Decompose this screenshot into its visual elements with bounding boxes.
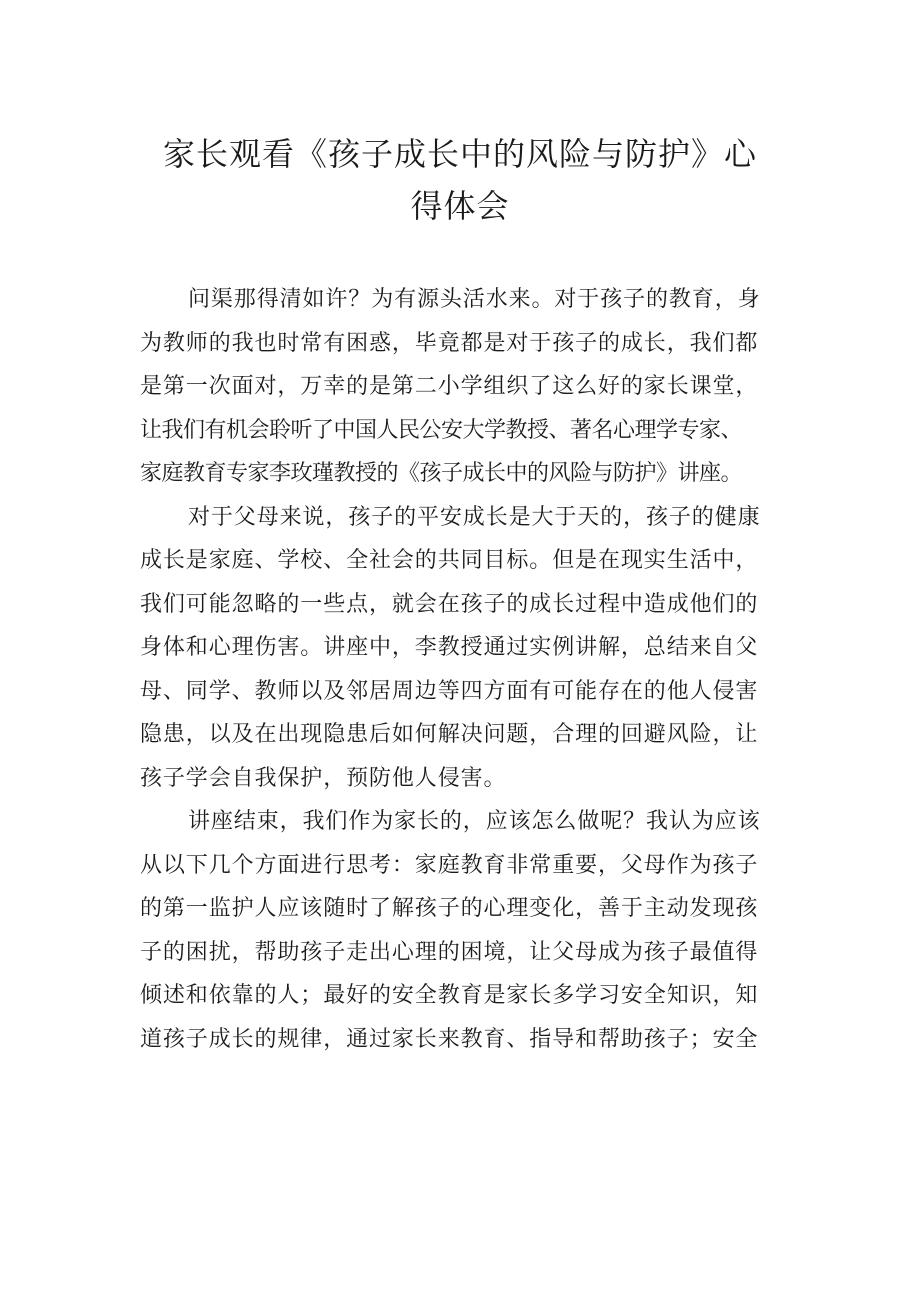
paragraph-1-line-4: 让我们有机会聆听了中国人民公安大学教授、著名心理学专家、: [140, 417, 743, 443]
paragraph-2-line-7: 孩子学会自我保护，预防他人侵害。: [140, 765, 507, 791]
document-title: [140, 128, 780, 232]
paragraph-2-line-2: 成长是家庭、学校、全社会的共同目标。但是在现实生活中，: [140, 548, 759, 573]
paragraph-2-line-3: 我们可能忽略的一些点，就会在孩子的成长过程中造成他们的: [140, 591, 759, 617]
document-body: [140, 278, 780, 1061]
paragraph-3-line-2: 从以下几个方面进行思考：家庭教育非常重要，父母作为孩子: [140, 852, 759, 878]
paragraph-3-line-1: 讲座结束，我们作为家长的，应该怎么做呢？我认为应该: [188, 809, 761, 834]
paragraph-1-line-5: 家庭教育专家李玫瑾教授的《孩子成长中的风险与防护》讲座。: [140, 461, 743, 486]
paragraph-3-line-5: 倾述和依靠的人；最好的安全教育是家长多学习安全知识，知: [140, 983, 759, 1008]
paragraph-3-line-4: 子的困扰，帮助孩子走出心理的困境，让父母成为孩子最值得: [140, 939, 759, 965]
title-line-2: 得体会: [410, 187, 510, 225]
paragraph-1-line-3: 是第一次面对，万幸的是第二小学组织了这么好的家长课堂，: [140, 374, 759, 399]
paragraph-2-line-4: 身体和心理伤害。讲座中，李教授通过实例讲解，总结来自父: [140, 635, 759, 660]
paragraph-3-line-3: 的第一监护人应该随时了解孩子的心理变化，善于主动发现孩: [140, 896, 759, 921]
paragraph-3-line-6: 道孩子成长的规律，通过家长来教育、指导和帮助孩子；安全: [140, 1026, 759, 1052]
paragraph-2-line-5: 母、同学、教师以及邻居周边等四方面有可能存在的他人侵害: [140, 678, 759, 704]
paragraph-1-line-1: 问渠那得清如许？为有源头活水来。对于孩子的教育，身: [188, 287, 761, 312]
paragraph-2-line-6: 隐患，以及在出现隐患后如何解决问题，合理的回避风险，让: [140, 722, 759, 747]
paragraph-2-line-1: 对于父母来说，孩子的平安成长是大于天的，孩子的健康: [188, 504, 761, 530]
title-line-1: 家长观看《孩子成长中的风险与防护》心: [162, 135, 757, 173]
paragraph-1-line-2: 为教师的我也时常有困惑，毕竟都是对于孩子的成长，我们都: [140, 330, 759, 356]
